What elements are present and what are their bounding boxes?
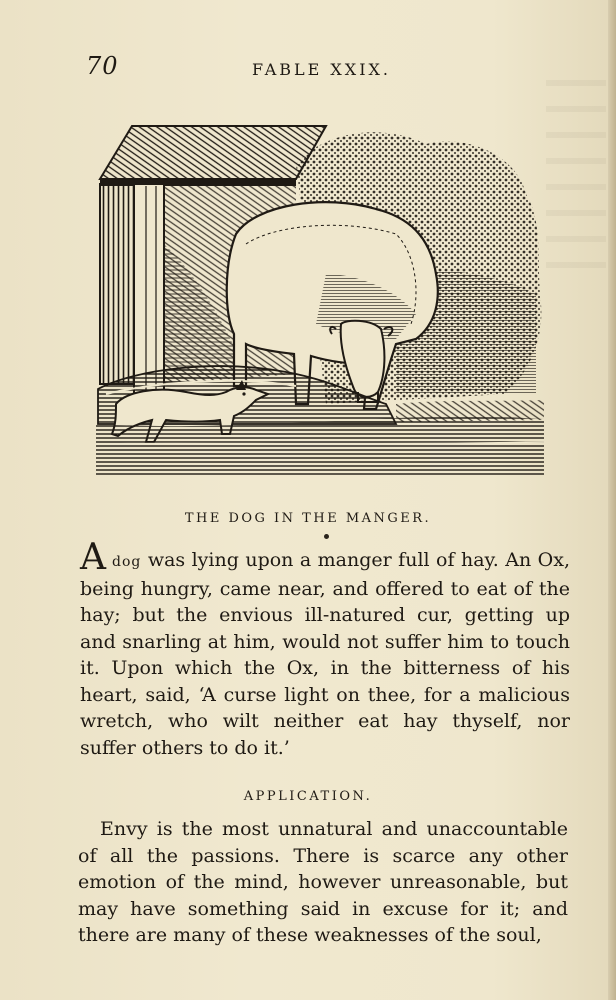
illustration-caption: THE DOG IN THE MANGER.: [184, 511, 432, 526]
barn-wall: [100, 184, 134, 384]
drop-cap: A: [80, 537, 106, 578]
first-word: dog: [112, 554, 142, 570]
barn-roof: [100, 126, 326, 179]
ornament-dot: [324, 534, 329, 539]
page-edge: [608, 0, 616, 1000]
running-title: FABLE XXIX.: [252, 60, 391, 79]
application-paragraph: Envy is the most unnatural and unaccountable of all the passions. There is scarce any other emotion of the mind, however unreasonable, but may have something said in excuse for it; and there are many of these weaknesses of the soul,: [78, 818, 568, 946]
show-through-text: [546, 80, 606, 280]
application-heading: APPLICATION.: [243, 789, 373, 804]
page-number: 70: [86, 52, 119, 80]
woodcut-illustration: [96, 124, 544, 476]
fable-body: was lying upon a manger full of hay. An Ox, being hungry, came near, and offered to eat of the hay; but the envious ill-natured cur, getting up and snarling at him, would not suffer him to touch it. Upon which the Ox, in the bitterness of his heart, said, ‘A curse light on thee, for a malicious wretch, who wilt neither eat hay thyself, nor suffer others to do it.’: [80, 549, 570, 759]
fable-paragraph: [80, 537, 570, 761]
